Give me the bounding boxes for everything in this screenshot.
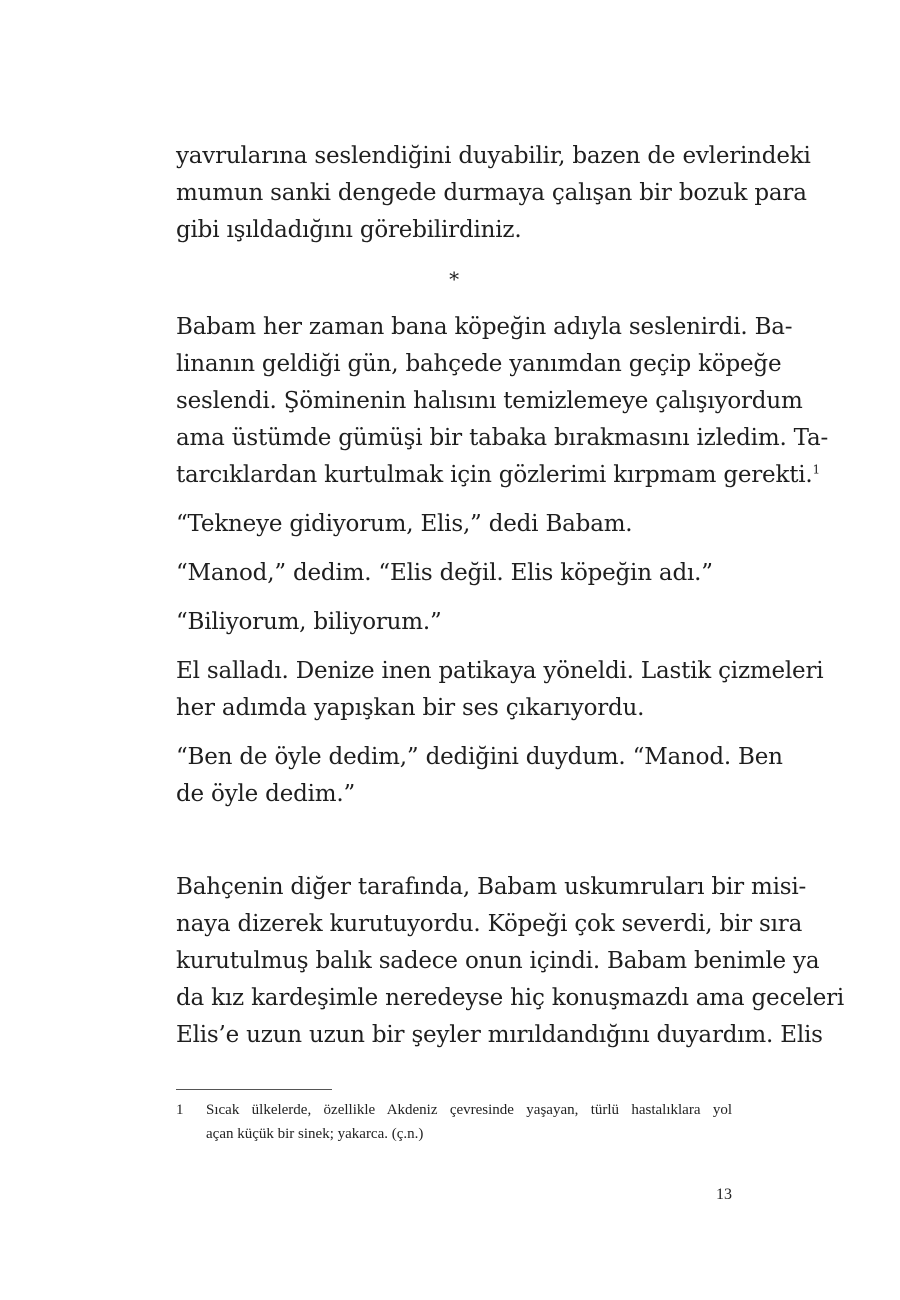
text-line: de öyle dedim.” [176, 781, 356, 807]
page-number: 13 [716, 1186, 732, 1203]
text-line: “Manod,” dedim. “Elis değil. Elis köpeğin adı.” [176, 560, 713, 586]
text-line: Bahçenin diğer tarafında, Babam uskumruları bir misi- [176, 874, 807, 900]
text-line: tarcıklardan kurtulmak için gözlerimi kırpmam gerekti. [176, 462, 813, 488]
footnote-rule [176, 1089, 332, 1090]
text-line: ama üstümde gümüşi bir tabaka bırakmasını izledim. Ta- [176, 425, 829, 451]
text-line: naya dizerek kurutuyordu. Köpeği çok severdi, bir sıra [176, 911, 803, 937]
text-line: da kız kardeşimle neredeyse hiç konuşmazdı ama geceleri [176, 985, 845, 1011]
text-line: seslendi. Şöminenin halısını temizlemeye çalışıyordum [176, 388, 803, 414]
footnote-reference[interactable]: 1 [812, 462, 820, 477]
paragraph-5 [176, 604, 732, 641]
text-line: linanın geldiği gün, bahçede yanımdan geçip köpeğe [176, 351, 782, 377]
footnote-text [206, 1098, 732, 1146]
page-body [176, 138, 845, 1054]
text-line: mumun sanki dengede durmaya çalışan bir bozuk para [176, 180, 807, 206]
paragraph-4 [176, 555, 732, 592]
paragraph-6 [176, 653, 824, 727]
text-line: El salladı. Denize inen patikaya yöneldi. Lastik çizmeleri [176, 658, 824, 684]
text-line: Babam her zaman bana köpeğin adıyla seslenirdi. Ba- [176, 314, 793, 340]
paragraph-2 [176, 309, 829, 494]
footnote-line: Sıcak ülkelerde, özellikle Akdeniz çevresinde yaşayan, türlü hastalıklara yol [206, 1102, 732, 1118]
text-line: her adımda yapışkan bir ses çıkarıyordu. [176, 695, 645, 721]
text-line-with-footnote [176, 457, 820, 494]
paragraph-3 [176, 506, 732, 543]
text-line: kurutulmuş balık sadece onun içindi. Babam benimle ya [176, 948, 820, 974]
text-line: “Ben de öyle dedim,” dediğini duydum. “Manod. Ben [176, 744, 783, 770]
text-line: “Tekneye gidiyorum, Elis,” dedi Babam. [176, 511, 633, 537]
text-line: yavrularına seslendiğini duyabilir, bazen de evlerindeki [176, 143, 811, 169]
footnote-number: 1 [176, 1102, 184, 1118]
footnote-line: açan küçük bir sinek; yakarca. (ç.n.) [206, 1126, 424, 1142]
text-line: “Biliyorum, biliyorum.” [176, 609, 442, 635]
paragraph-1 [176, 138, 811, 249]
text-line: gibi ışıldadığını görebilirdiniz. [176, 217, 522, 243]
footnote [176, 1098, 732, 1146]
paragraph-8 [176, 869, 845, 1054]
section-separator: * [449, 267, 459, 291]
text-line: Elis’e uzun uzun bir şeyler mırıldandığını duyardım. Elis [176, 1022, 823, 1048]
paragraph-7 [176, 739, 783, 813]
